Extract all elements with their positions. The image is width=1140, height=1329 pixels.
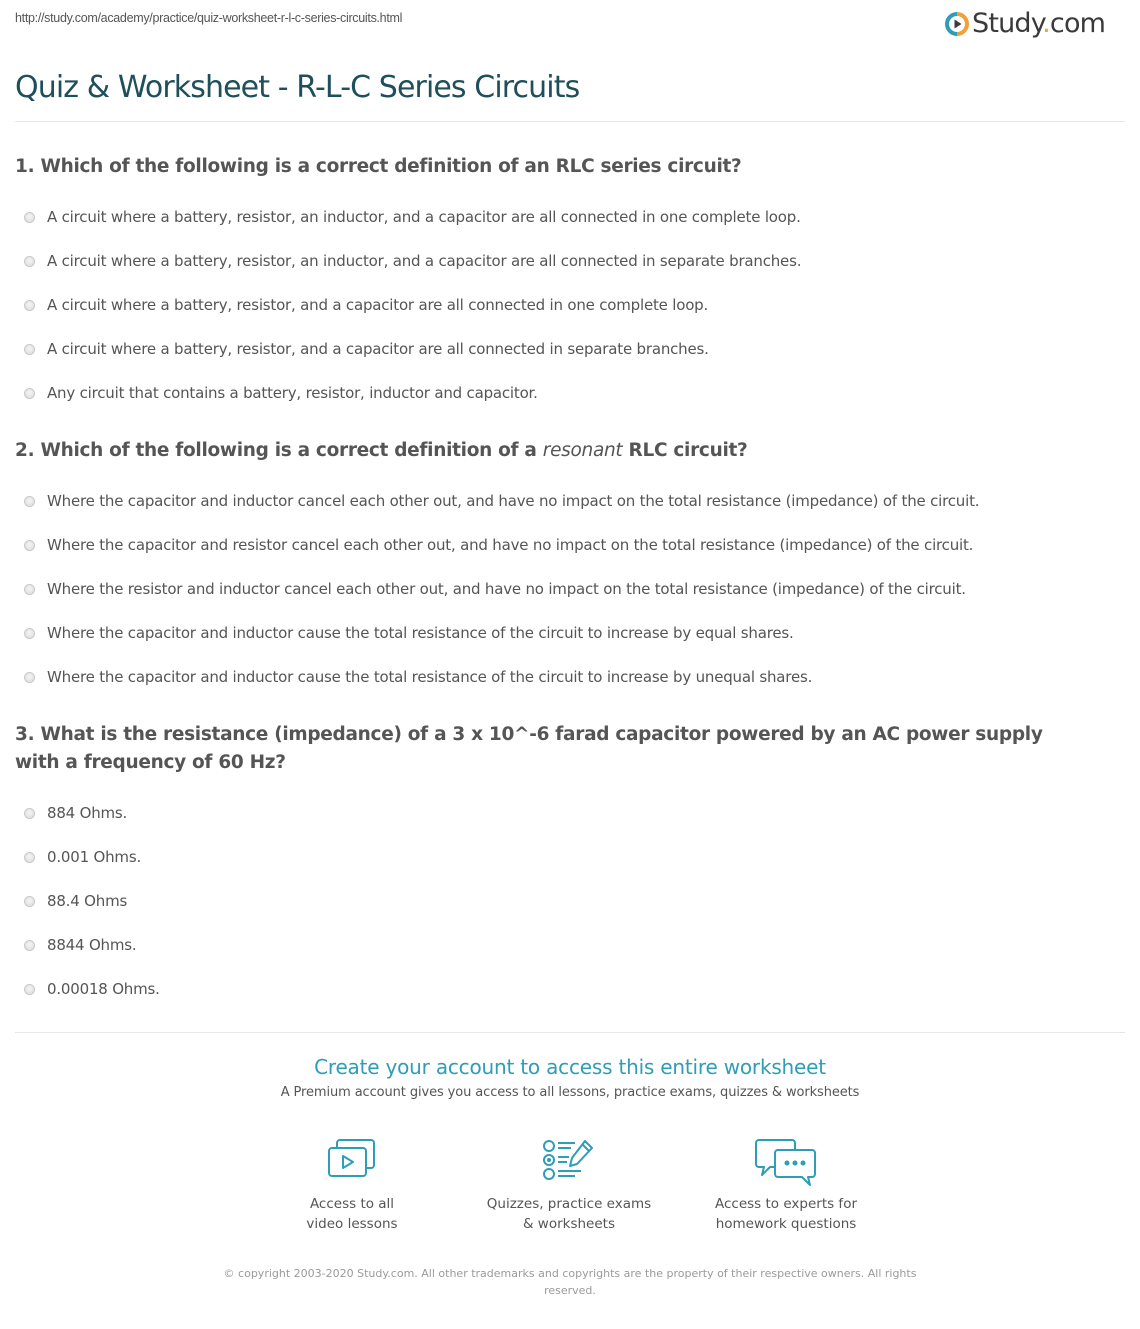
feature-label: Access to all video lessons	[306, 1196, 398, 1232]
radio-button[interactable]	[24, 672, 35, 683]
answer-option[interactable]	[15, 655, 1125, 699]
answer-option[interactable]	[15, 879, 1125, 923]
cta-title-link[interactable]: Create your account to access this entire worksheet	[314, 1055, 826, 1079]
question-2	[15, 437, 1125, 699]
answer-list	[15, 791, 1125, 1011]
feature-label: Quizzes, practice exams & worksheets	[486, 1196, 652, 1232]
play-circle-icon	[945, 12, 969, 36]
copyright-text: © copyright 2003-2020 Study.com. All other trademarks and copyrights are the property of their respective owners. All rights reserved.	[223, 1267, 917, 1297]
answer-option[interactable]	[15, 327, 1125, 371]
answer-option[interactable]	[15, 611, 1125, 655]
feature-list	[0, 1138, 1140, 1238]
answer-label: 884 Ohms.	[47, 804, 128, 822]
answer-label: A circuit where a battery, resistor, and a capacitor are all connected in one complete loop.	[47, 296, 709, 314]
question-text: 1. Which of the following is a correct definition of an RLC series circuit?	[15, 156, 742, 177]
feature-experts	[686, 1138, 886, 1234]
feature-label: Access to experts for homework questions	[714, 1196, 857, 1232]
answer-label: A circuit where a battery, resistor, an inductor, and a capacitor are all connected in one complete loop.	[47, 208, 801, 226]
answer-label: 8844 Ohms.	[47, 936, 137, 954]
answer-label: 0.00018 Ohms.	[47, 980, 160, 998]
radio-button[interactable]	[24, 940, 35, 951]
radio-button[interactable]	[24, 984, 35, 995]
answer-label: A circuit where a battery, resistor, an inductor, and a capacitor are all connected in separate branches.	[47, 252, 802, 270]
study-logo[interactable]	[945, 8, 1105, 40]
radio-button[interactable]	[24, 540, 35, 551]
answer-option[interactable]	[15, 371, 1125, 415]
divider	[15, 121, 1125, 122]
radio-button[interactable]	[24, 584, 35, 595]
page-url: http://study.com/academy/practice/quiz-worksheet-r-l-c-series-circuits.html	[15, 11, 403, 25]
radio-button[interactable]	[24, 212, 35, 223]
radio-button[interactable]	[24, 628, 35, 639]
question-text: 3. What is the resistance (impedance) of a 3 x 10^-6 farad capacitor powered by an AC power supply with a frequency of 60 Hz?	[15, 724, 1043, 773]
radio-button[interactable]	[24, 344, 35, 355]
answer-list	[15, 195, 1125, 415]
answer-option[interactable]	[15, 567, 1125, 611]
answer-option[interactable]	[15, 239, 1125, 283]
radio-button[interactable]	[24, 808, 35, 819]
quiz-checklist-icon	[541, 1138, 597, 1182]
divider	[15, 1032, 1125, 1033]
radio-button[interactable]	[24, 896, 35, 907]
answer-label: 88.4 Ohms	[47, 892, 128, 910]
answer-label: Where the resistor and inductor cancel each other out, and have no impact on the total resistance (impedance) of the circuit.	[47, 580, 966, 598]
signup-cta	[0, 1055, 1140, 1100]
answer-label: Where the capacitor and inductor cause the total resistance of the circuit to increase by unequal shares.	[47, 668, 813, 686]
question-text: 2. Which of the following is a correct definition of a resonant RLC circuit?	[15, 440, 748, 461]
cta-subtitle: A Premium account gives you access to all lessons, practice exams, quizzes & worksheets	[280, 1085, 860, 1100]
answer-label: Where the capacitor and inductor cancel each other out, and have no impact on the total resistance (impedance) of the circuit.	[47, 492, 980, 510]
answer-option[interactable]	[15, 923, 1125, 967]
answer-label: Where the capacitor and resistor cancel each other out, and have no impact on the total resistance (impedance) of the circuit.	[47, 536, 974, 554]
radio-button[interactable]	[24, 300, 35, 311]
video-lessons-icon	[326, 1138, 378, 1182]
radio-button[interactable]	[24, 388, 35, 399]
question-3	[15, 721, 1125, 1011]
answer-option[interactable]	[15, 835, 1125, 879]
feature-quizzes	[469, 1138, 669, 1234]
logo-text: Study.com	[972, 8, 1106, 39]
answer-label: A circuit where a battery, resistor, and a capacitor are all connected in separate branches.	[47, 340, 709, 358]
question-1	[15, 153, 1125, 415]
answer-option[interactable]	[15, 479, 1125, 523]
answer-option[interactable]	[15, 523, 1125, 567]
answer-option[interactable]	[15, 791, 1125, 835]
page-title: Quiz & Worksheet - R-L-C Series Circuits	[15, 70, 580, 105]
answer-option[interactable]	[15, 283, 1125, 327]
radio-button[interactable]	[24, 852, 35, 863]
answer-option[interactable]	[15, 195, 1125, 239]
radio-button[interactable]	[24, 256, 35, 267]
answer-label: 0.001 Ohms.	[47, 848, 142, 866]
chat-bubbles-icon	[754, 1138, 818, 1188]
feature-video-lessons	[252, 1138, 452, 1234]
answer-label: Any circuit that contains a battery, resistor, inductor and capacitor.	[47, 384, 538, 402]
answer-list	[15, 479, 1125, 699]
answer-label: Where the capacitor and inductor cause the total resistance of the circuit to increase by equal shares.	[47, 624, 794, 642]
radio-button[interactable]	[24, 496, 35, 507]
answer-option[interactable]	[15, 967, 1125, 1011]
